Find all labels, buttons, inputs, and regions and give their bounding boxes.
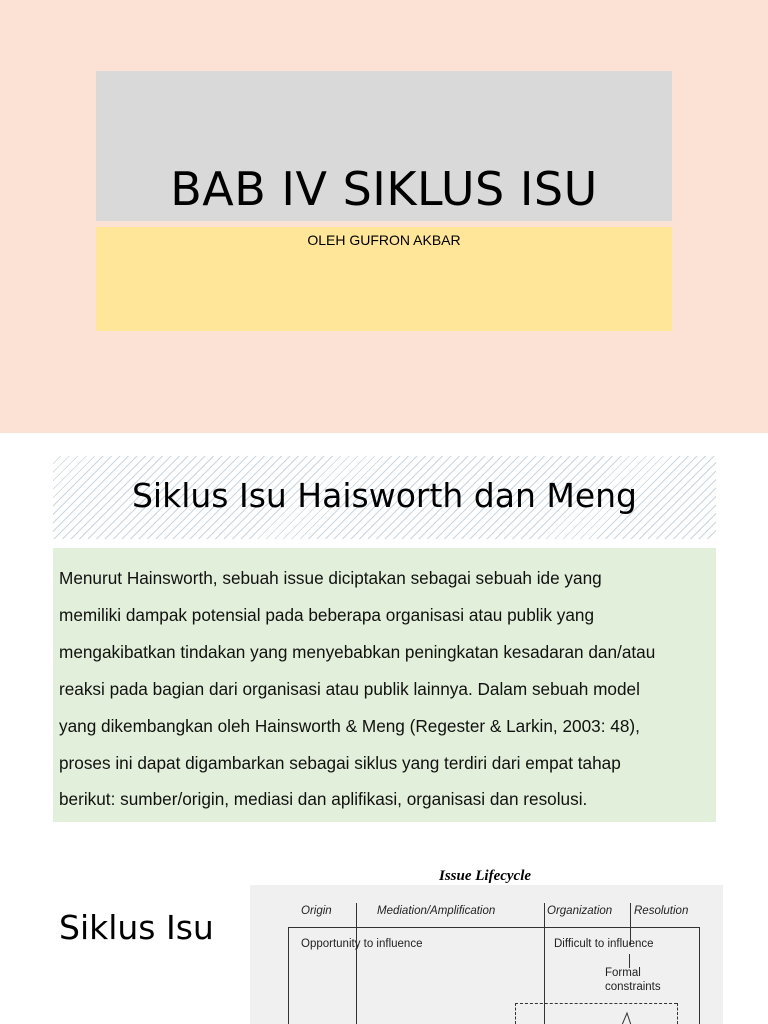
curve-peak-mark bbox=[620, 1009, 634, 1024]
frame-right bbox=[699, 927, 700, 1024]
definition-paragraph bbox=[59, 560, 710, 818]
paragraph-line: mengakibatkan tindakan yang menyebabkan peningkatan kesadaran dan/atau bbox=[59, 641, 656, 662]
divider-origin bbox=[356, 903, 357, 1024]
paragraph-line: memiliki dampak potensial pada beberapa organisasi atau publik yang bbox=[59, 604, 595, 625]
constraint-connector bbox=[629, 954, 630, 968]
dashed-boundary-right bbox=[677, 1003, 678, 1024]
constraint-label-1: Formal bbox=[605, 967, 641, 979]
definition-box bbox=[53, 548, 716, 822]
title-slide bbox=[0, 0, 768, 433]
divider-mediation bbox=[544, 903, 545, 1024]
stage-origin: Origin bbox=[301, 905, 332, 917]
header-rule bbox=[288, 927, 699, 928]
dashed-boundary-left bbox=[515, 1003, 516, 1024]
dashed-boundary-top bbox=[515, 1003, 677, 1004]
siklus-isu-heading: Siklus Isu bbox=[59, 908, 214, 947]
stage-resolution: Resolution bbox=[634, 905, 689, 917]
slide-subtitle: OLEH GUFRON AKBAR bbox=[307, 232, 461, 248]
difficulty-note: Difficult to influence bbox=[554, 938, 654, 950]
slide-title: BAB IV SIKLUS ISU bbox=[170, 162, 598, 216]
constraint-label-2: constraints bbox=[605, 981, 661, 993]
paragraph-line: yang dikembangkan oleh Hainsworth & Meng (Regester & Larkin, 2003: 48), bbox=[59, 715, 640, 736]
stage-organization: Organization bbox=[547, 905, 613, 917]
opportunity-note: Opportunity to influence bbox=[301, 938, 423, 950]
paragraph-line: Menurut Hainsworth, sebuah issue diciptakan sebagai sebuah ide yang bbox=[59, 568, 602, 588]
section-heading: Siklus Isu Haisworth dan Meng bbox=[131, 476, 638, 515]
paragraph-line: berikut: sumber/origin, mediasi dan aplifikasi, organisasi dan resolusi. bbox=[59, 789, 588, 810]
issue-lifecycle-figure bbox=[250, 885, 723, 1024]
stage-mediation: Mediation/Amplification bbox=[377, 905, 496, 917]
paragraph-line: proses ini dapat digambarkan sebagai siklus yang terdiri dari empat tahap bbox=[59, 752, 621, 773]
frame-left bbox=[288, 927, 289, 1024]
paragraph-line: reaksi pada bagian dari organisasi atau publik lainnya. Dalam sebuah model bbox=[59, 678, 640, 699]
figure-title: Issue Lifecycle bbox=[439, 868, 532, 884]
